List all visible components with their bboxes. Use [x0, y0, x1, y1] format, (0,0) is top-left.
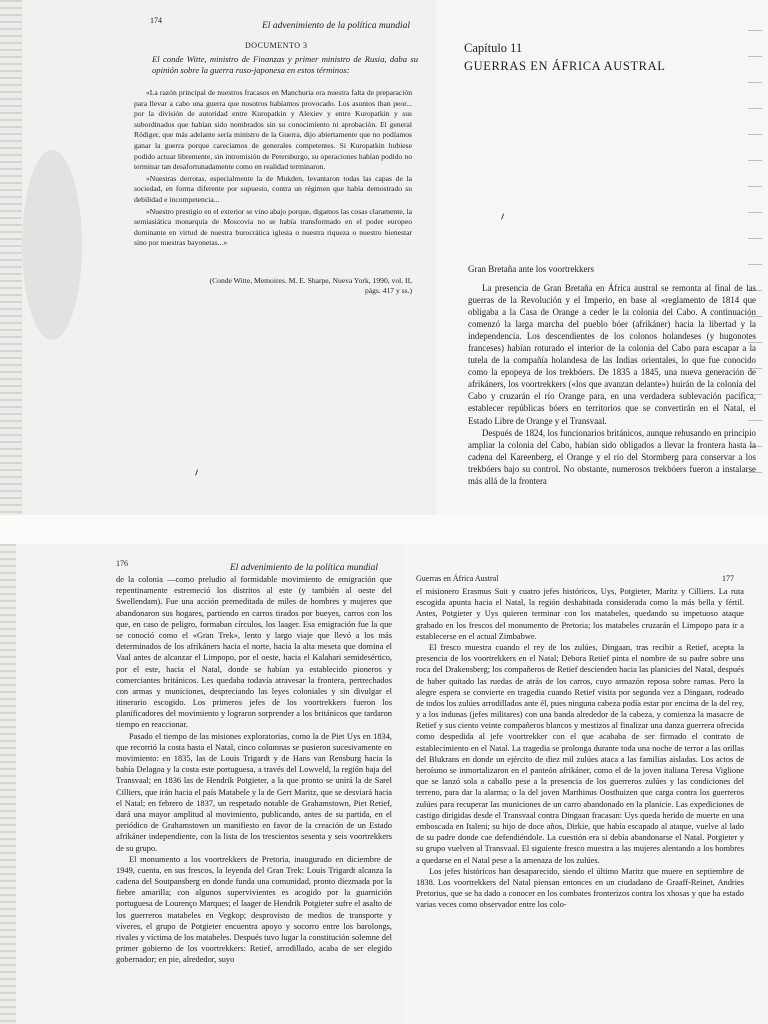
body-paragraph: El monumento a los voortrekkers de Pretoria, inaugurado en diciembre de 1949, cuenta, en sus frescos, la leyenda del Gran Trek: Louis Trigardt alcanza la cadena del Soutpansberg en donde funda una comunidad, pronto diezmada por la fiebre amarilla; con algunos supervivientes es acogido por la guarnición portuguesa de Lourenço Marques; el laager de Hendrik Potgieter sufre el asalto de los guerreros matabeles en Vegkop; desprovisto de medios de transporte y víveres, el grupo de Potgieter encuentra apoyo y socorro entre los barolongs, rivales y víctima de los matabeles. Después tuvo lugar la constitución solemne del primer gobierno de los voortrekkers: Retief, arrodillado, acaba de ser elegido gobernador; en pie, alrededor, suyo	[116, 854, 392, 965]
chapter-body	[468, 282, 756, 487]
running-head: El advenimiento de la política mundial	[230, 563, 379, 573]
body-paragraph: Pasado el tiempo de las misiones exploratorias, como la de Piet Uys en 1834, que recorrió la costa hasta el Natal, cinco columnas se pusieron sucesivamente en movimiento: en 1835, las de Louis Trigardt y de Hans van Rensburg hacia la bahía Delagoa y la costa este portuguesa, a través del Lowveld, la región baja del Transvaal; en 1836 las de Hendrik Potgieter, a la que pronto se unirá la de Sarel Cilliers, que irán hacia el país Matabele y la de Gert Maritz, que se desviará hacia el Natal; en febrero de 1837, un respetado notable de Grahamstown, Piet Retief, dará una mayor amplitud al movimiento, publicando, antes de su partida, en el periódico de Grahamstown un manifiesto en favor de la creación de un Estado afrikáner independiente, con la lista de los trescientos sesenta y seis voortrekkers de su grupo.	[116, 731, 392, 853]
folio: 174	[150, 16, 162, 25]
page-176	[0, 544, 404, 1024]
folio: 177	[722, 574, 734, 583]
running-head: Guerras en África Austral	[416, 574, 499, 583]
document-intro: El conde Witte, ministro de Finanzas y primer ministro de Rusia, daba su opinión sobre la guerra ruso-japonesa en estos términos:	[152, 54, 418, 75]
scan-edge	[0, 0, 22, 515]
chapter-title: GUERRAS EN ÁFRICA AUSTRAL	[464, 59, 666, 73]
folio: 176	[116, 559, 128, 568]
chapter-number: Capítulo 11	[464, 41, 523, 55]
page-gap	[0, 515, 768, 544]
quote-paragraph: »Nuestro prestigio en el exterior se vino abajo porque, digamos las cosas claramente, la semiasiática monarquía de Moscovia no se había transformado en el poder europeo dominante en virtud de nuestra burocrática iglesia o nuestra riqueza o nuestro bienestar sino por nuestras bayonetas...»	[134, 206, 412, 248]
page-174	[0, 0, 436, 515]
document-label: DOCUMENTO 3	[245, 41, 308, 50]
page-175	[436, 0, 768, 515]
speck-mark	[501, 213, 507, 220]
page-177	[404, 544, 768, 1024]
witte-quote	[134, 88, 412, 250]
quote-paragraph: »Nuestras derrotas, especialmente la de Mukden, levantaron todas las capas de la sociedad, en forma diferente por supuesto, contra un régimen que había demostrado su debilidad e incompetencia...	[134, 173, 412, 204]
page-body	[416, 586, 744, 910]
scan-edge	[0, 544, 16, 1024]
citation: (Conde Witte, Memoires. M. E. Sharpe, Nueva York, 1990, vol. II, págs. 417 y ss.)	[209, 276, 412, 296]
scan-smudge	[22, 150, 82, 340]
page-body	[116, 574, 392, 966]
running-head: El advenimiento de la política mundial	[262, 21, 411, 31]
body-paragraph: Después de 1824, los funcionarios británicos, aunque rehusando en principio ampliar la colonia del Cabo, habían sido obligados a llevar la frontera hasta la cadena del Kareenberg, el Orange y el río del Stormberg para conservar a los trekbóers bajo su control. No obstante, numerosos trekbóers fueron a instalarse más allá de la frontera	[468, 427, 756, 486]
body-paragraph: Los jefes históricos han desaparecido, siendo el último Maritz que muere en septiembre de 1838. Los voortrekkers del Natal piensan entonces en un ciudadano de Graaff-Reinet, Andries Pretorius, que se ha dado a conocer en los combates fronterizos contra los xhosas y que ha estado varias veces como observador entre los colo-	[416, 866, 744, 910]
body-paragraph: El fresco muestra cuando el rey de los zulúes, Dingaan, tras recibir a Retief, acepta la presencia de los voortrekkers en el Natal; Debora Retief pinta el nombre de su padre sobre una roca del Drakensberg; los compañeros de Retief descienden hacia las planicies del Natal, después de haber quitado las ruedas de atrás de los carros, cuyo armazón reposa sobre ramas. Pero la alegre espera se convierte en tragedia cuando Retief visita por segunda vez a Dingaan, rodeado de todos los zulúes arrodillados ante él, pues ninguna cabeza podía estar por encima de la del rey, y a los indunas (jefes militares) con una banda alrededor de la cabeza, y comienza la masacre de Retief y sus ciento veinte compañeros blancos y mestizos al finalizar una danza guerrera ofrecida como despedida al jefe voortrekker con el que acababa de ser firmado el contrato de establecimiento en el Natal. La tragedia se prolonga durante toda una noche de terror a las orillas del Blukrans en donde un ejército de diez mil zulúes ataca a las familias aisladas. Los actos de heroísmo se inmortalizaron en el panteón afrikáner, como el de la joven italiana Teresa Viglione que se lanzó sola a caballo pese a la presencia de los guerreros zulúes y las condiciones del terreno, para dar la alarma; o la del joven Marthinus Oosthuizen que carga contra los guerreros zulúes para recuperar las municiones de un carro abandonado en la planicie. Las expediciones de castigo dirigidas desde el Transvaal contra Dingaan fracasan: Uys queda herido de muerte en una emboscada en Italeni; su hijo de doce años, Dirkie, que había escapado al ataque, vuelve al lado de su padre donde cae defendiéndole. La cuestión era si debía abandonarse el Natal. Potgieter y su grupo vuelven al Transvaal. El siguiente fresco muestra a las mujeres alentando a los hombres a quedarse en el Natal pese a la amenaza de los zulúes.	[416, 642, 744, 865]
quote-paragraph: «La razón principal de nuestros fracasos en Manchuria era nuestra falta de preparación para llevar a cabo una guerra que nosotros habíamos provocado. Los asuntos iban peor... por la división de autoridad entre Kuropatkin y Alexiev y entre Kuropatkin y sus subordinados que habían sido nombrados sin su conocimiento ni aprobación. El general Rödiger, que más adelante sería ministro de la Guerra, dijo abiertamente que no podíamos ganar la guerra porque careciamos de generales competentes. Si Kuropatkin hubiese podido actuar libremente, sin intromisión de Petersburgo, su operaciones habían podido no terminar tan desafortunadamente como en realidad terminaron.	[134, 88, 412, 172]
body-paragraph: de la colonia —como preludio al formidable movimiento de emigración que repentinamente estremeció los distritos al este (y también al oeste del Swellendam). Fue una acción premeditada de miles de hombres y mujeres que abandonaron sus hogares, partiendo en carros tirados por bueyes, carros con los que, en caso de peligro, formaban círculos, los laager. Esa emigración fue la que se conoció como el «Gran Trek», lento y largo viaje que llevó a los más determinados de los afrikáners hacia el norte, hacia la alta meseta que domina el Vaal antes de alcanzar el Limpopo, por el oeste, hacia el Kalahari semidesértico, por el este, hacia el Natal, donde se habían ya establecido pioneros y comerciantes británicos. Les quedaba todavía atravesar la frontera, pertrechados con armas y municiones, despreciando las leyes coloniales y sin divulgar el itinerario escogido. Los primeros jefes de los voortrekkers fueron los planificadores del movimiento y lograron sorprender a los británicos que tardaron tiempo en reaccionar.	[116, 575, 392, 730]
body-paragraph: el misionero Erasmus Suit y cuatro jefes históricos, Uys, Potgieter, Maritz y Cilliers. La ruta escogida apunta hacia el Natal, la región deshabitada considerada como la más bella y fértil. Antes, Potgieter y Uys quieren terminar con los matabeles, quedando su impetuoso ataque grabado en los frescos del monumento de Pretoria; los matabeles cruzarán el Limpopo para ir a establecerse en el actual Zimbabwe.	[416, 587, 744, 641]
speck-mark	[195, 469, 201, 476]
body-paragraph: La presencia de Gran Bretaña en África austral se remonta al final de las guerras de la Revolución y el Imperio, en base al «reglamento de 1814 que obligaba a la Casa de Orange a ceder le la colonia del Cabo. A continuación comenzó la larga marcha del pueblo bóer (afrikáner) hacia la libertad y la independencia. Los descendientes de los colonos holandeses (y hugonotes franceses) habían roturado el interior de la colonia del Cabo para escapar a la tutela de la compañía holandesa de las Indias orientales, lo que fue conocido como la epopeya de los trekbóers. De 1835 a 1845, una nueva generación de afrikáners, los voortrekkers («los que avanzan delante») huirán de la colonia del Cabo y cruzarán el río Orange para, en una verdadera sublevación pacífica, establecer repúblicas bóers en territorios que se convertirán en el Natal, el Estado Libre de Orange y el Transvaal.	[468, 283, 756, 426]
section-heading: Gran Bretaña ante los voortrekkers	[468, 264, 594, 274]
